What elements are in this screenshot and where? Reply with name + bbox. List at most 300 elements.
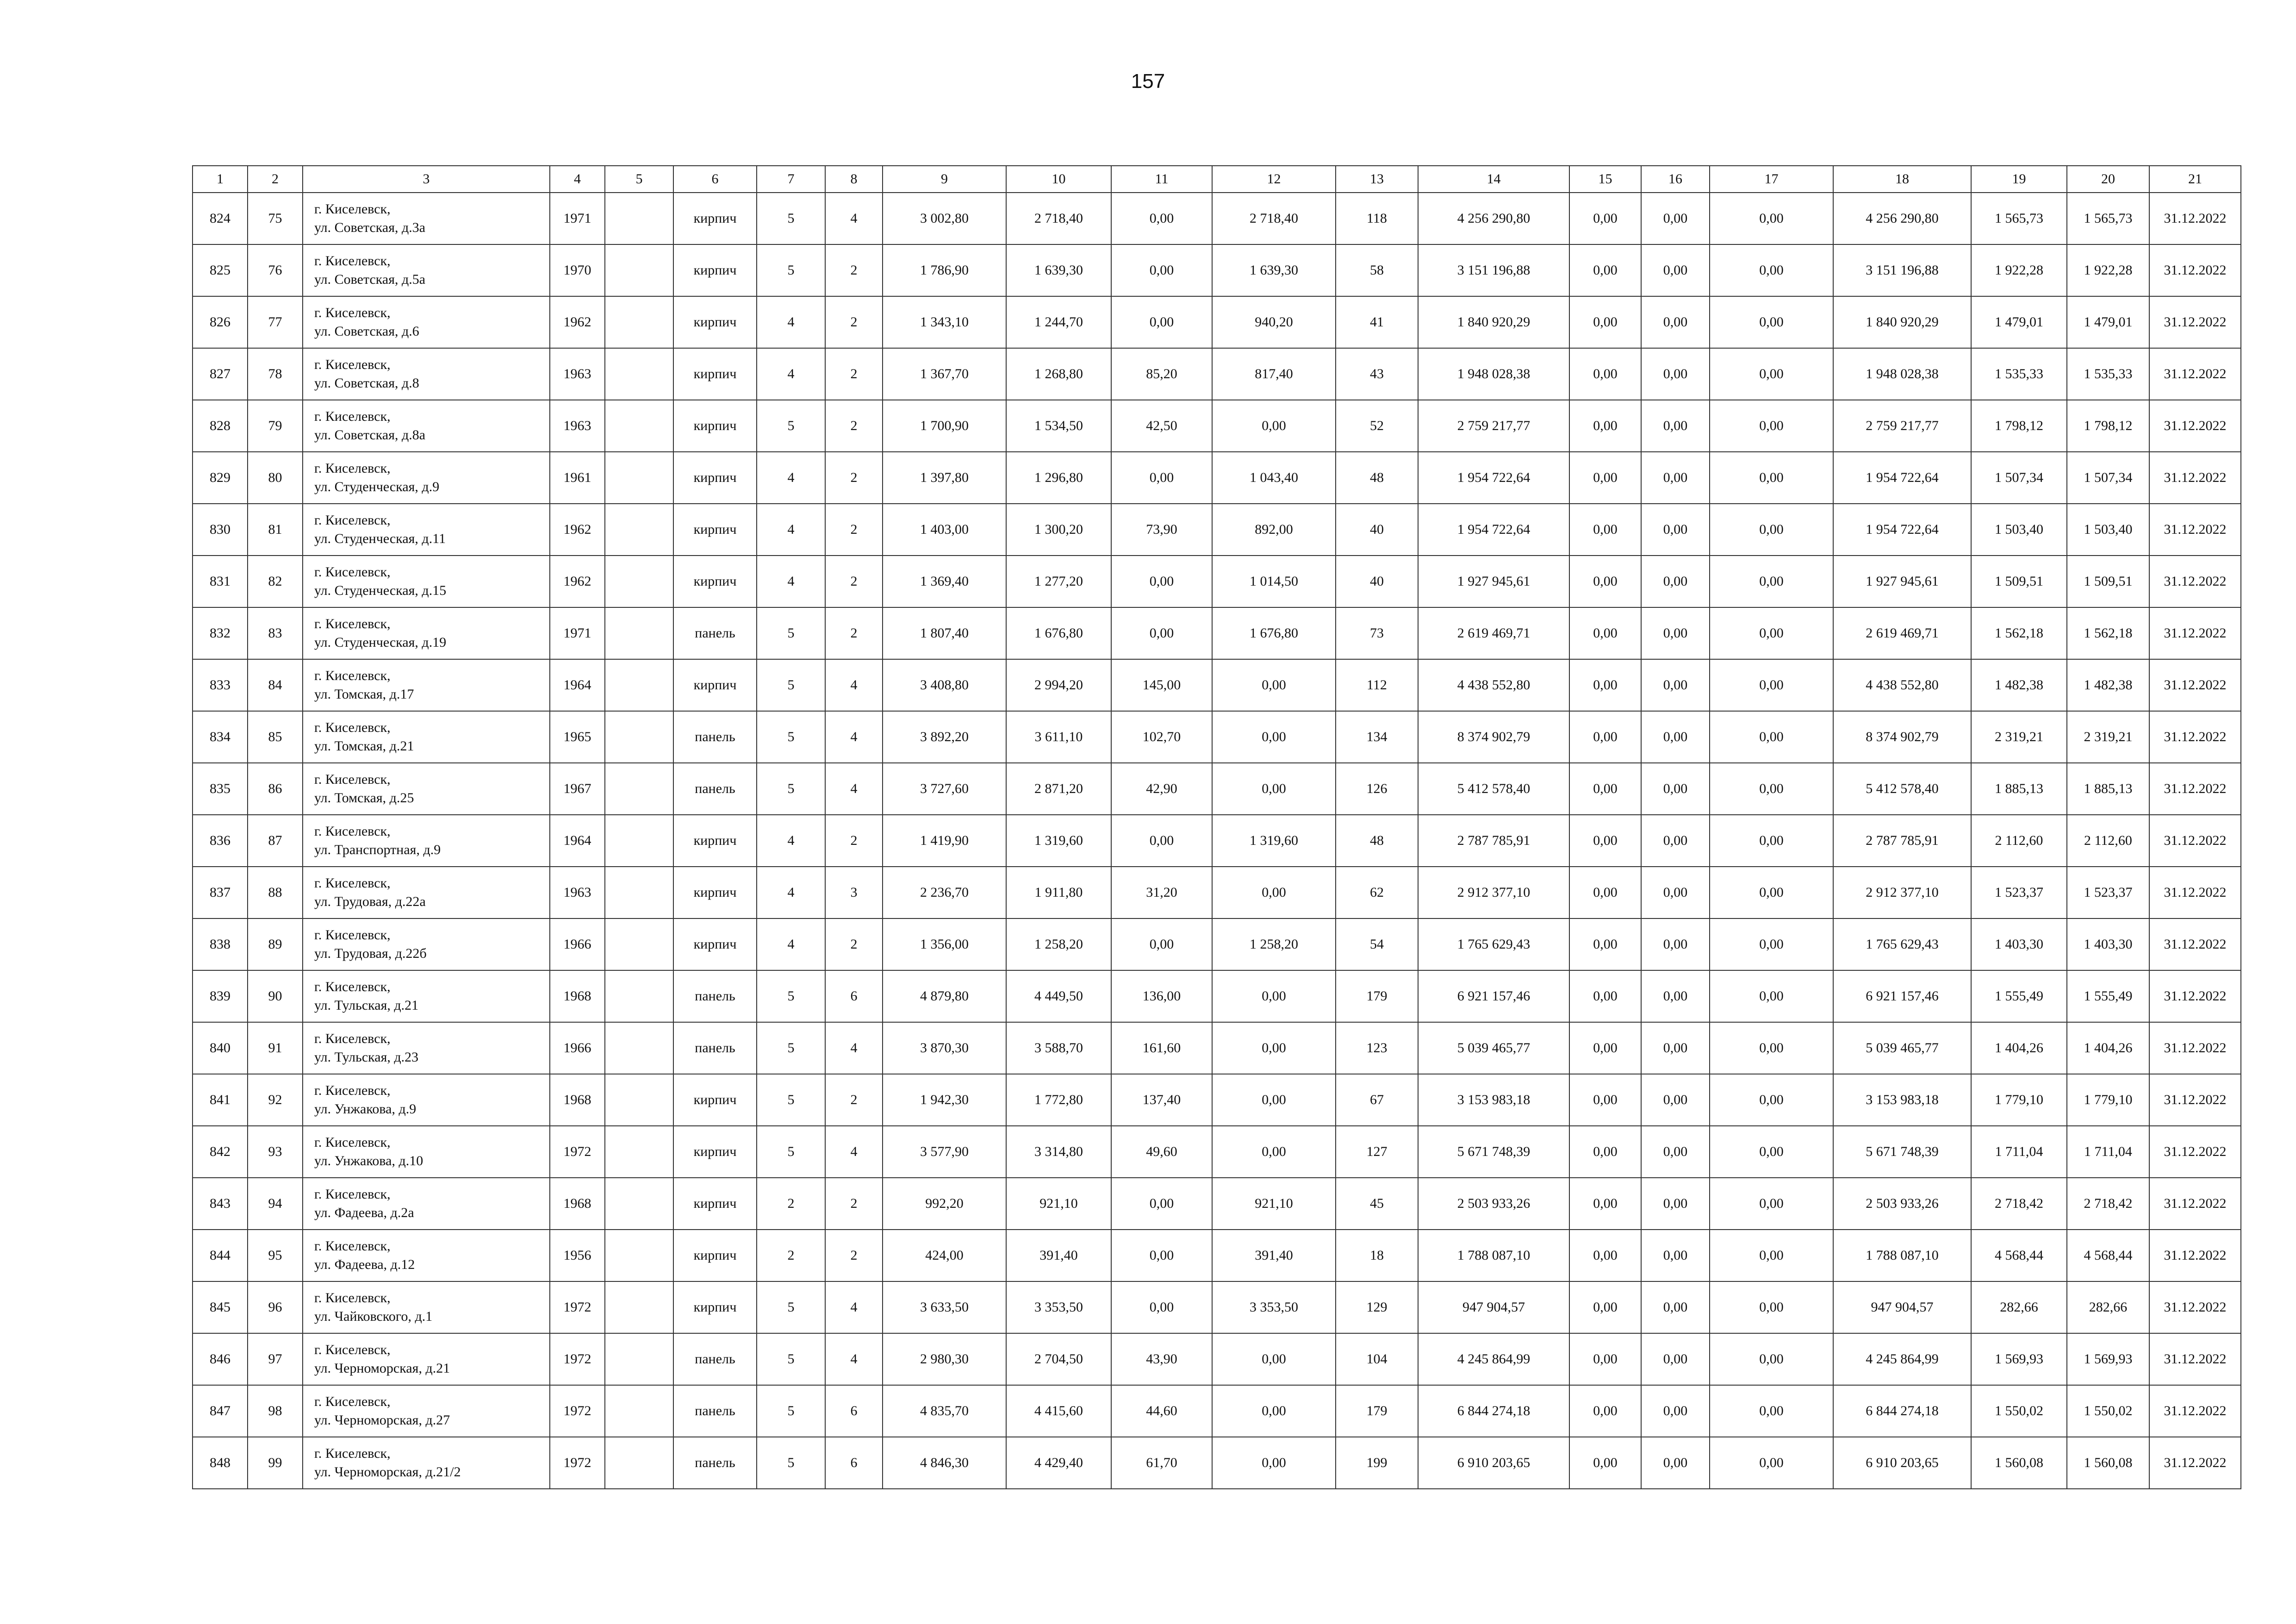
column-20-cell: 2 319,21 bbox=[2067, 711, 2149, 763]
column-19-cell: 1 509,51 bbox=[1971, 556, 2067, 607]
year-cell: 1962 bbox=[550, 296, 605, 348]
address-cell bbox=[303, 867, 550, 918]
column-14-cell: 2 912 377,10 bbox=[1418, 867, 1569, 918]
column-15-cell: 0,00 bbox=[1569, 1281, 1641, 1333]
year-cell: 1966 bbox=[550, 1022, 605, 1074]
column-7-cell: 5 bbox=[757, 711, 825, 763]
column-19-cell: 2 319,21 bbox=[1971, 711, 2067, 763]
column-20-cell: 1 535,33 bbox=[2067, 348, 2149, 400]
column-11-cell: 42,50 bbox=[1111, 400, 1212, 452]
column-header-21: 21 bbox=[2149, 166, 2241, 193]
table-row bbox=[193, 1281, 2241, 1333]
column-7-cell: 5 bbox=[757, 763, 825, 815]
column-5-cell bbox=[605, 763, 673, 815]
wall-material-cell: панель bbox=[673, 970, 757, 1022]
address-cell bbox=[303, 400, 550, 452]
column-15-cell: 0,00 bbox=[1569, 244, 1641, 296]
address-city: г. Киселевск, bbox=[314, 253, 391, 269]
column-15-cell: 0,00 bbox=[1569, 970, 1641, 1022]
column-8-cell: 2 bbox=[825, 556, 883, 607]
column-19-cell: 1 403,30 bbox=[1971, 918, 2067, 970]
column-header-16: 16 bbox=[1641, 166, 1710, 193]
column-9-cell: 3 633,50 bbox=[883, 1281, 1006, 1333]
column-16-cell: 0,00 bbox=[1641, 193, 1710, 244]
address-city: г. Киселевск, bbox=[314, 668, 391, 683]
address-street: ул. Трудовая, д.22а bbox=[314, 894, 426, 909]
column-8-cell: 4 bbox=[825, 1333, 883, 1385]
column-19-cell: 1 535,33 bbox=[1971, 348, 2067, 400]
address-cell bbox=[303, 193, 550, 244]
column-16-cell: 0,00 bbox=[1641, 452, 1710, 504]
column-7-cell: 5 bbox=[757, 1074, 825, 1126]
column-8-cell: 2 bbox=[825, 504, 883, 556]
column-10-cell: 1 258,20 bbox=[1006, 918, 1111, 970]
column-16-cell: 0,00 bbox=[1641, 1385, 1710, 1437]
column-9-cell: 3 870,30 bbox=[883, 1022, 1006, 1074]
column-5-cell bbox=[605, 193, 673, 244]
row-number-cell: 839 bbox=[193, 970, 248, 1022]
header-row bbox=[193, 166, 2241, 193]
wall-material-cell: кирпич bbox=[673, 1230, 757, 1281]
column-13-cell: 67 bbox=[1336, 1074, 1418, 1126]
local-number-cell: 97 bbox=[248, 1333, 303, 1385]
wall-material-cell: кирпич bbox=[673, 918, 757, 970]
column-14-cell: 2 503 933,26 bbox=[1418, 1178, 1569, 1230]
column-17-cell: 0,00 bbox=[1710, 1333, 1833, 1385]
column-9-cell: 2 980,30 bbox=[883, 1333, 1006, 1385]
column-21-cell: 31.12.2022 bbox=[2149, 970, 2241, 1022]
column-21-cell: 31.12.2022 bbox=[2149, 244, 2241, 296]
column-15-cell: 0,00 bbox=[1569, 607, 1641, 659]
column-21-cell: 31.12.2022 bbox=[2149, 1437, 2241, 1489]
column-8-cell: 4 bbox=[825, 659, 883, 711]
column-16-cell: 0,00 bbox=[1641, 1281, 1710, 1333]
column-10-cell: 1 639,30 bbox=[1006, 244, 1111, 296]
column-21-cell: 31.12.2022 bbox=[2149, 296, 2241, 348]
column-15-cell: 0,00 bbox=[1569, 815, 1641, 867]
column-8-cell: 2 bbox=[825, 815, 883, 867]
address-city: г. Киселевск, bbox=[314, 1187, 391, 1202]
column-13-cell: 127 bbox=[1336, 1126, 1418, 1178]
column-9-cell: 1 700,90 bbox=[883, 400, 1006, 452]
column-10-cell: 3 353,50 bbox=[1006, 1281, 1111, 1333]
column-14-cell: 2 759 217,77 bbox=[1418, 400, 1569, 452]
column-9-cell: 2 236,70 bbox=[883, 867, 1006, 918]
column-21-cell: 31.12.2022 bbox=[2149, 918, 2241, 970]
table-row bbox=[193, 1385, 2241, 1437]
column-7-cell: 5 bbox=[757, 1385, 825, 1437]
row-number-cell: 831 bbox=[193, 556, 248, 607]
column-14-cell: 6 921 157,46 bbox=[1418, 970, 1569, 1022]
column-5-cell bbox=[605, 1281, 673, 1333]
address-cell bbox=[303, 296, 550, 348]
column-15-cell: 0,00 bbox=[1569, 1333, 1641, 1385]
local-number-cell: 84 bbox=[248, 659, 303, 711]
column-18-cell: 5 671 748,39 bbox=[1833, 1126, 1971, 1178]
local-number-cell: 83 bbox=[248, 607, 303, 659]
column-5-cell bbox=[605, 296, 673, 348]
row-number-cell: 837 bbox=[193, 867, 248, 918]
column-19-cell: 1 404,26 bbox=[1971, 1022, 2067, 1074]
column-20-cell: 1 779,10 bbox=[2067, 1074, 2149, 1126]
column-8-cell: 2 bbox=[825, 607, 883, 659]
column-17-cell: 0,00 bbox=[1710, 1281, 1833, 1333]
column-9-cell: 3 727,60 bbox=[883, 763, 1006, 815]
column-11-cell: 137,40 bbox=[1111, 1074, 1212, 1126]
column-17-cell: 0,00 bbox=[1710, 918, 1833, 970]
column-20-cell: 4 568,44 bbox=[2067, 1230, 2149, 1281]
column-20-cell: 1 482,38 bbox=[2067, 659, 2149, 711]
local-number-cell: 90 bbox=[248, 970, 303, 1022]
column-12-cell: 0,00 bbox=[1212, 1074, 1336, 1126]
column-10-cell: 1 534,50 bbox=[1006, 400, 1111, 452]
address-city: г. Киселевск, bbox=[314, 1083, 391, 1098]
column-header-10: 10 bbox=[1006, 166, 1111, 193]
column-13-cell: 52 bbox=[1336, 400, 1418, 452]
column-11-cell: 31,20 bbox=[1111, 867, 1212, 918]
column-15-cell: 0,00 bbox=[1569, 452, 1641, 504]
address-city: г. Киселевск, bbox=[314, 461, 391, 476]
column-11-cell: 0,00 bbox=[1111, 607, 1212, 659]
column-13-cell: 40 bbox=[1336, 504, 1418, 556]
local-number-cell: 96 bbox=[248, 1281, 303, 1333]
table-row bbox=[193, 763, 2241, 815]
column-13-cell: 179 bbox=[1336, 970, 1418, 1022]
column-14-cell: 3 151 196,88 bbox=[1418, 244, 1569, 296]
column-8-cell: 2 bbox=[825, 1178, 883, 1230]
address-street: ул. Унжакова, д.9 bbox=[314, 1101, 417, 1117]
column-9-cell: 1 807,40 bbox=[883, 607, 1006, 659]
column-5-cell bbox=[605, 1230, 673, 1281]
column-13-cell: 58 bbox=[1336, 244, 1418, 296]
column-18-cell: 5 039 465,77 bbox=[1833, 1022, 1971, 1074]
column-20-cell: 1 403,30 bbox=[2067, 918, 2149, 970]
address-street: ул. Черноморская, д.21/2 bbox=[314, 1464, 461, 1480]
year-cell: 1968 bbox=[550, 1178, 605, 1230]
local-number-cell: 76 bbox=[248, 244, 303, 296]
row-number-cell: 844 bbox=[193, 1230, 248, 1281]
column-10-cell: 3 611,10 bbox=[1006, 711, 1111, 763]
column-11-cell: 136,00 bbox=[1111, 970, 1212, 1022]
buildings-table bbox=[192, 165, 2241, 1489]
column-header-20: 20 bbox=[2067, 166, 2149, 193]
address-city: г. Киселевск, bbox=[314, 1290, 391, 1305]
column-19-cell: 1 482,38 bbox=[1971, 659, 2067, 711]
column-12-cell: 0,00 bbox=[1212, 970, 1336, 1022]
address-street: ул. Трудовая, д.22б bbox=[314, 946, 427, 961]
local-number-cell: 89 bbox=[248, 918, 303, 970]
column-19-cell: 2 718,42 bbox=[1971, 1178, 2067, 1230]
column-7-cell: 5 bbox=[757, 970, 825, 1022]
row-number-cell: 841 bbox=[193, 1074, 248, 1126]
row-number-cell: 827 bbox=[193, 348, 248, 400]
wall-material-cell: панель bbox=[673, 711, 757, 763]
column-14-cell: 2 619 469,71 bbox=[1418, 607, 1569, 659]
column-8-cell: 4 bbox=[825, 1281, 883, 1333]
address-street: ул. Томская, д.17 bbox=[314, 687, 414, 702]
column-12-cell: 1 319,60 bbox=[1212, 815, 1336, 867]
address-cell bbox=[303, 1074, 550, 1126]
column-20-cell: 282,66 bbox=[2067, 1281, 2149, 1333]
column-11-cell: 49,60 bbox=[1111, 1126, 1212, 1178]
column-13-cell: 129 bbox=[1336, 1281, 1418, 1333]
column-15-cell: 0,00 bbox=[1569, 711, 1641, 763]
column-12-cell: 391,40 bbox=[1212, 1230, 1336, 1281]
column-20-cell: 1 562,18 bbox=[2067, 607, 2149, 659]
column-19-cell: 1 798,12 bbox=[1971, 400, 2067, 452]
column-16-cell: 0,00 bbox=[1641, 1074, 1710, 1126]
column-10-cell: 2 718,40 bbox=[1006, 193, 1111, 244]
local-number-cell: 91 bbox=[248, 1022, 303, 1074]
column-14-cell: 4 438 552,80 bbox=[1418, 659, 1569, 711]
column-17-cell: 0,00 bbox=[1710, 1178, 1833, 1230]
column-17-cell: 0,00 bbox=[1710, 867, 1833, 918]
column-11-cell: 44,60 bbox=[1111, 1385, 1212, 1437]
column-14-cell: 1 765 629,43 bbox=[1418, 918, 1569, 970]
column-9-cell: 1 786,90 bbox=[883, 244, 1006, 296]
column-header-15: 15 bbox=[1569, 166, 1641, 193]
column-8-cell: 2 bbox=[825, 348, 883, 400]
column-17-cell: 0,00 bbox=[1710, 400, 1833, 452]
column-14-cell: 5 412 578,40 bbox=[1418, 763, 1569, 815]
column-11-cell: 43,90 bbox=[1111, 1333, 1212, 1385]
row-number-cell: 848 bbox=[193, 1437, 248, 1489]
column-19-cell: 1 507,34 bbox=[1971, 452, 2067, 504]
local-number-cell: 79 bbox=[248, 400, 303, 452]
year-cell: 1971 bbox=[550, 193, 605, 244]
column-11-cell: 42,90 bbox=[1111, 763, 1212, 815]
column-8-cell: 2 bbox=[825, 918, 883, 970]
column-21-cell: 31.12.2022 bbox=[2149, 1074, 2241, 1126]
wall-material-cell: кирпич bbox=[673, 244, 757, 296]
column-15-cell: 0,00 bbox=[1569, 504, 1641, 556]
column-9-cell: 1 419,90 bbox=[883, 815, 1006, 867]
column-17-cell: 0,00 bbox=[1710, 452, 1833, 504]
column-9-cell: 1 397,80 bbox=[883, 452, 1006, 504]
column-18-cell: 4 256 290,80 bbox=[1833, 193, 1971, 244]
column-5-cell bbox=[605, 815, 673, 867]
table-row bbox=[193, 970, 2241, 1022]
column-21-cell: 31.12.2022 bbox=[2149, 452, 2241, 504]
column-19-cell: 1 569,93 bbox=[1971, 1333, 2067, 1385]
column-header-17: 17 bbox=[1710, 166, 1833, 193]
column-14-cell: 1 788 087,10 bbox=[1418, 1230, 1569, 1281]
column-15-cell: 0,00 bbox=[1569, 1126, 1641, 1178]
address-city: г. Киселевск, bbox=[314, 1031, 391, 1046]
column-header-12: 12 bbox=[1212, 166, 1336, 193]
row-number-cell: 846 bbox=[193, 1333, 248, 1385]
row-number-cell: 828 bbox=[193, 400, 248, 452]
column-5-cell bbox=[605, 970, 673, 1022]
column-16-cell: 0,00 bbox=[1641, 1178, 1710, 1230]
column-18-cell: 1 927 945,61 bbox=[1833, 556, 1971, 607]
address-street: ул. Советская, д.8а bbox=[314, 427, 426, 443]
column-16-cell: 0,00 bbox=[1641, 1437, 1710, 1489]
column-15-cell: 0,00 bbox=[1569, 867, 1641, 918]
column-15-cell: 0,00 bbox=[1569, 296, 1641, 348]
year-cell: 1972 bbox=[550, 1333, 605, 1385]
column-18-cell: 1 954 722,64 bbox=[1833, 504, 1971, 556]
column-11-cell: 85,20 bbox=[1111, 348, 1212, 400]
column-13-cell: 179 bbox=[1336, 1385, 1418, 1437]
column-20-cell: 1 565,73 bbox=[2067, 193, 2149, 244]
column-16-cell: 0,00 bbox=[1641, 659, 1710, 711]
address-street: ул. Унжакова, д.10 bbox=[314, 1153, 423, 1168]
column-7-cell: 4 bbox=[757, 452, 825, 504]
column-17-cell: 0,00 bbox=[1710, 556, 1833, 607]
local-number-cell: 82 bbox=[248, 556, 303, 607]
address-street: ул. Советская, д.6 bbox=[314, 324, 419, 339]
column-14-cell: 2 787 785,91 bbox=[1418, 815, 1569, 867]
column-21-cell: 31.12.2022 bbox=[2149, 1178, 2241, 1230]
address-city: г. Киселевск, bbox=[314, 201, 391, 217]
address-cell bbox=[303, 1281, 550, 1333]
column-13-cell: 45 bbox=[1336, 1178, 1418, 1230]
column-10-cell: 2 871,20 bbox=[1006, 763, 1111, 815]
column-18-cell: 1 954 722,64 bbox=[1833, 452, 1971, 504]
wall-material-cell: кирпич bbox=[673, 1281, 757, 1333]
column-20-cell: 1 523,37 bbox=[2067, 867, 2149, 918]
column-5-cell bbox=[605, 1022, 673, 1074]
address-cell bbox=[303, 244, 550, 296]
page-number: 157 bbox=[1131, 70, 1165, 93]
column-header-6: 6 bbox=[673, 166, 757, 193]
address-street: ул. Студенческая, д.19 bbox=[314, 635, 447, 650]
row-number-cell: 824 bbox=[193, 193, 248, 244]
column-10-cell: 1 676,80 bbox=[1006, 607, 1111, 659]
wall-material-cell: кирпич bbox=[673, 400, 757, 452]
column-8-cell: 2 bbox=[825, 1230, 883, 1281]
column-14-cell: 1 840 920,29 bbox=[1418, 296, 1569, 348]
wall-material-cell: панель bbox=[673, 1333, 757, 1385]
local-number-cell: 85 bbox=[248, 711, 303, 763]
row-number-cell: 838 bbox=[193, 918, 248, 970]
column-9-cell: 1 403,00 bbox=[883, 504, 1006, 556]
column-18-cell: 947 904,57 bbox=[1833, 1281, 1971, 1333]
column-header-19: 19 bbox=[1971, 166, 2067, 193]
year-cell: 1962 bbox=[550, 504, 605, 556]
column-15-cell: 0,00 bbox=[1569, 1385, 1641, 1437]
year-cell: 1972 bbox=[550, 1281, 605, 1333]
column-18-cell: 2 787 785,91 bbox=[1833, 815, 1971, 867]
address-city: г. Киселевск, bbox=[314, 616, 391, 631]
column-9-cell: 3 408,80 bbox=[883, 659, 1006, 711]
column-19-cell: 282,66 bbox=[1971, 1281, 2067, 1333]
column-10-cell: 1 300,20 bbox=[1006, 504, 1111, 556]
column-16-cell: 0,00 bbox=[1641, 711, 1710, 763]
column-7-cell: 5 bbox=[757, 1126, 825, 1178]
column-5-cell bbox=[605, 711, 673, 763]
column-10-cell: 4 429,40 bbox=[1006, 1437, 1111, 1489]
column-15-cell: 0,00 bbox=[1569, 659, 1641, 711]
column-15-cell: 0,00 bbox=[1569, 918, 1641, 970]
column-11-cell: 0,00 bbox=[1111, 193, 1212, 244]
local-number-cell: 87 bbox=[248, 815, 303, 867]
column-12-cell: 2 718,40 bbox=[1212, 193, 1336, 244]
column-20-cell: 1 885,13 bbox=[2067, 763, 2149, 815]
column-5-cell bbox=[605, 400, 673, 452]
column-13-cell: 126 bbox=[1336, 763, 1418, 815]
column-8-cell: 6 bbox=[825, 1437, 883, 1489]
column-11-cell: 0,00 bbox=[1111, 244, 1212, 296]
column-11-cell: 0,00 bbox=[1111, 1230, 1212, 1281]
column-17-cell: 0,00 bbox=[1710, 607, 1833, 659]
year-cell: 1963 bbox=[550, 400, 605, 452]
address-city: г. Киселевск, bbox=[314, 1238, 391, 1254]
column-16-cell: 0,00 bbox=[1641, 296, 1710, 348]
table-row bbox=[193, 193, 2241, 244]
column-18-cell: 1 788 087,10 bbox=[1833, 1230, 1971, 1281]
column-7-cell: 5 bbox=[757, 607, 825, 659]
column-7-cell: 5 bbox=[757, 244, 825, 296]
column-18-cell: 6 921 157,46 bbox=[1833, 970, 1971, 1022]
column-17-cell: 0,00 bbox=[1710, 1022, 1833, 1074]
column-12-cell: 0,00 bbox=[1212, 711, 1336, 763]
year-cell: 1971 bbox=[550, 607, 605, 659]
row-number-cell: 836 bbox=[193, 815, 248, 867]
column-16-cell: 0,00 bbox=[1641, 1126, 1710, 1178]
column-17-cell: 0,00 bbox=[1710, 1074, 1833, 1126]
row-number-cell: 832 bbox=[193, 607, 248, 659]
column-11-cell: 0,00 bbox=[1111, 815, 1212, 867]
address-cell bbox=[303, 1333, 550, 1385]
column-5-cell bbox=[605, 1333, 673, 1385]
row-number-cell: 845 bbox=[193, 1281, 248, 1333]
column-13-cell: 73 bbox=[1336, 607, 1418, 659]
column-14-cell: 1 954 722,64 bbox=[1418, 504, 1569, 556]
row-number-cell: 830 bbox=[193, 504, 248, 556]
column-12-cell: 892,00 bbox=[1212, 504, 1336, 556]
address-street: ул. Фадеева, д.12 bbox=[314, 1257, 415, 1272]
column-21-cell: 31.12.2022 bbox=[2149, 1230, 2241, 1281]
column-21-cell: 31.12.2022 bbox=[2149, 867, 2241, 918]
column-18-cell: 3 153 983,18 bbox=[1833, 1074, 1971, 1126]
table-body bbox=[193, 193, 2241, 1489]
column-9-cell: 1 343,10 bbox=[883, 296, 1006, 348]
address-cell bbox=[303, 452, 550, 504]
column-9-cell: 1 367,70 bbox=[883, 348, 1006, 400]
column-19-cell: 1 550,02 bbox=[1971, 1385, 2067, 1437]
address-cell bbox=[303, 504, 550, 556]
column-5-cell bbox=[605, 1437, 673, 1489]
local-number-cell: 92 bbox=[248, 1074, 303, 1126]
column-7-cell: 4 bbox=[757, 504, 825, 556]
column-20-cell: 1 503,40 bbox=[2067, 504, 2149, 556]
wall-material-cell: панель bbox=[673, 1385, 757, 1437]
column-18-cell: 4 438 552,80 bbox=[1833, 659, 1971, 711]
address-street: ул. Студенческая, д.15 bbox=[314, 583, 447, 598]
local-number-cell: 94 bbox=[248, 1178, 303, 1230]
column-10-cell: 3 314,80 bbox=[1006, 1126, 1111, 1178]
year-cell: 1964 bbox=[550, 659, 605, 711]
local-number-cell: 95 bbox=[248, 1230, 303, 1281]
column-7-cell: 4 bbox=[757, 918, 825, 970]
column-19-cell: 1 779,10 bbox=[1971, 1074, 2067, 1126]
table-row bbox=[193, 1230, 2241, 1281]
column-19-cell: 1 922,28 bbox=[1971, 244, 2067, 296]
column-13-cell: 18 bbox=[1336, 1230, 1418, 1281]
column-14-cell: 6 910 203,65 bbox=[1418, 1437, 1569, 1489]
column-18-cell: 4 245 864,99 bbox=[1833, 1333, 1971, 1385]
column-16-cell: 0,00 bbox=[1641, 918, 1710, 970]
column-16-cell: 0,00 bbox=[1641, 607, 1710, 659]
column-15-cell: 0,00 bbox=[1569, 348, 1641, 400]
column-5-cell bbox=[605, 918, 673, 970]
column-8-cell: 4 bbox=[825, 193, 883, 244]
column-17-cell: 0,00 bbox=[1710, 193, 1833, 244]
column-14-cell: 1 948 028,38 bbox=[1418, 348, 1569, 400]
address-city: г. Киселевск, bbox=[314, 357, 391, 372]
